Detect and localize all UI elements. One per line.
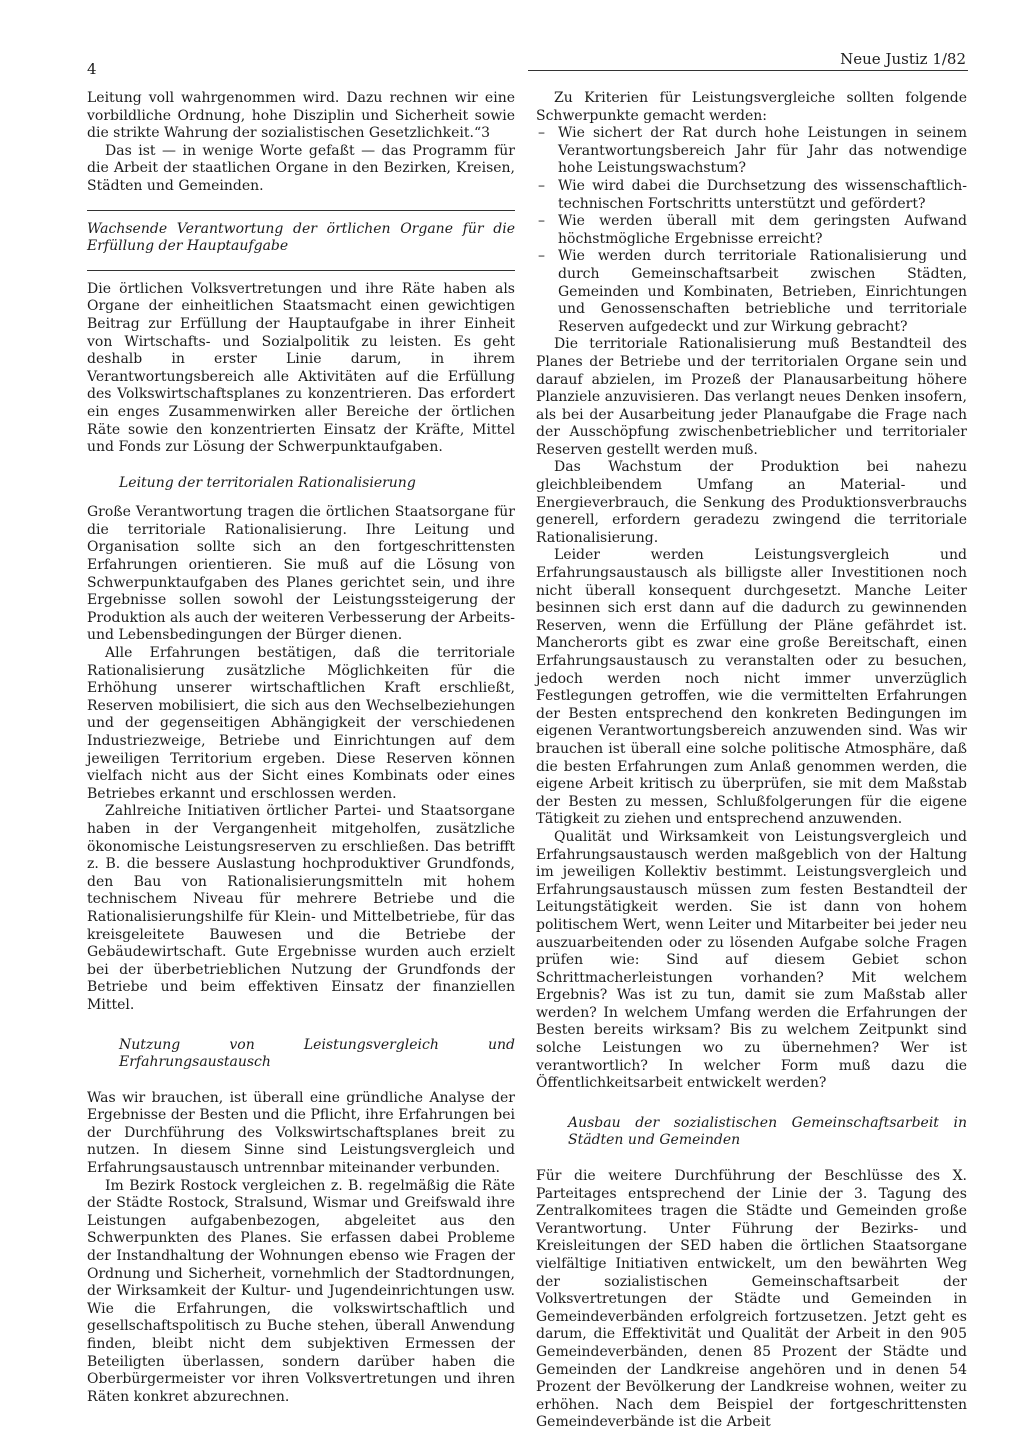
header-rule: [528, 70, 968, 71]
list-item: – Wie wird dabei die Durchsetzung des wissenschaftlich-technischen Fortschritts unterstützt und gefördert?: [536, 178, 967, 213]
paragraph: Im Bezirk Rostock vergleichen z. B. regelmäßig die Räte der Städte Rostock, Stralsund, Wismar und Greifswald ihre Leistungen aufgabenbezogen, abgeleitet aus den Schwerpunkten des Planes. Sie erfassen dabei Probleme der Instandhaltung der Wohnungen ebenso wie Fragen der Ordnung und Sicherheit, vornehmlich der Stadtordnungen, der Wirksamkeit der Kultur- und Jugendeinrichtungen usw. Wie die Erfahrungen, die volkswirtschaftlich und gesellschaftspolitisch zu Buche stehen, überall Anwendung finden, bleibt nicht dem subjektiven Ermessen der Beteiligten überlassen, sondern darüber haben die Oberbürgermeister vor ihren Volksvertretungen und ihren Räten konkret abzurechnen.: [87, 1177, 515, 1405]
paragraph: Was wir brauchen, ist überall eine gründliche Analyse der Ergebnisse der Besten und die Pflicht, ihre Erfahrungen bei der Durchführung des Volkswirtschaftsplanes breit zu nutzen. In diesem Sinne sind Leistungsvergleich und Erfahrungsaustausch untrennbar miteinander verbunden.: [87, 1089, 515, 1177]
section-divider: [87, 270, 515, 271]
page-number: 4: [87, 60, 97, 78]
running-header: Neue Justiz 1/82: [840, 50, 966, 68]
section-divider: [87, 210, 515, 211]
paragraph: Qualität und Wirksamkeit von Leistungsvergleich und Erfahrungsaustausch werden maßgeblich von der Haltung im jeweiligen Kollektiv bestimmt. Leistungsvergleich und Erfahrungsaustausch müssen zum festen Bestandteil der Leitungstätigkeit werden. Sie ist dann von hohem politischem Wert, wenn Leiter und Mitarbeiter bei jeder neu auszuarbeitenden oder zu lösenden Aufgabe solche Fragen prüfen wie: Sind auf diesem Gebiet schon Schrittmacherleistungen vorhanden? Mit welchem Ergebnis? Was ist zu tun, damit sie zum Maßstab aller werden? In welchem Umfang werden die Erfahrungen der Besten bereits wirksam? Bis zu welchem Zeitpunkt sind solche Leistungen wo zu übernehmen? Wer ist verantwortlich? In welcher Form muß dazu die Öffentlichkeitsarbeit entwickelt werden?: [536, 828, 967, 1092]
paragraph: Die örtlichen Volksvertretungen und ihre Räte haben als Organe der einheitlichen Staatsmacht einen gewichtigen Beitrag zur Erfüllung der Hauptaufgabe in ihrer Einheit von Wirtschafts- und Sozialpolitik zu leisten. Es geht deshalb in erster Linie darum, in ihrem Verantwortungsbereich alle Aktivitäten auf die Erfüllung des Volkswirtschaftsplanes zu konzentrieren. Das erfordert ein enges Zusammenwirken aller Bereiche der örtlichen Räte sowie den konzentrierten Einsatz der Kräfte, Mittel und Fonds zur Lösung der Schwerpunktaufgaben.: [87, 280, 515, 456]
paragraph: Zu Kriterien für Leistungsvergleiche sollten folgende Schwerpunkte gemacht werden:: [536, 90, 967, 124]
paragraph: Das Wachstum der Produktion bei nahezu gleichbleibendem Umfang an Material- und Energieverbrauch, die Senkung des Produktionsverbrauchs generell, erfordern geradezu zwingend die territoriale Rationalisierung.: [536, 459, 967, 546]
list-item: – Wie werden durch territoriale Rationalisierung und durch Gemeinschaftsarbeit zwischen Städten, Gemeinden und Kombinaten, Betrieben, Einrichtungen und Genossenschaften betriebliche und territoriale Reserven aufgedeckt und zur Wirkung gebracht?: [536, 248, 967, 336]
left-column: [87, 90, 515, 1406]
list-item: – Wie sichert der Rat durch hohe Leistungen in seinem Verantwortungsbereich Jahr für Jahr das notwendige hohe Leistungswachstum?: [536, 125, 967, 178]
right-column: [536, 90, 967, 1432]
paragraph: Für die weitere Durchführung der Beschlüsse des X. Parteitages entsprechend der Linie der 3. Tagung des Zentralkomitees tragen die Städte und Gemeinden große Verantwortung. Unter Führung der Bezirks- und Kreisleitungen der SED haben die örtlichen Staatsorgane vielfältige Initiativen entwickelt, um den bewährten Weg der sozialistischen Gemeinschaftsarbeit der Volksvertretungen der Städte und Gemeinden in Gemeindeverbänden erfolgreich fortzusetzen. Jetzt geht es darum, die Effektivität und Qualität der Arbeit in den 905 Gemeindeverbänden, denen 85 Prozent der Städte und Gemeinden der Landkreise angehören und in denen 54 Prozent der Bevölkerung der Landkreise wohnen, weiter zu erhöhen. Nach dem Beispiel der fortgeschrittensten Gemeindeverbände ist die Arbeit: [536, 1168, 967, 1431]
paragraph: Das ist — in wenige Worte gefaßt — das Programm für die Arbeit der staatlichen Organe in den Bezirken, Kreisen, Städten und Gemeinden.: [87, 142, 515, 194]
paragraph: Große Verantwortung tragen die örtlichen Staatsorgane für die territoriale Rationalisierung. Ihre Leitung und Organisation sollte sich an den fortgeschrittensten Erfahrungen orientieren. Sie muß auf die Lösung von Schwerpunktaufgaben des Planes gerichtet sein, und ihre Ergebnisse sollen sowohl der Leistungssteigerung der Produktion als auch der weiteren Verbesserung der Arbeits- und Lebensbedingungen der Bürger dienen.: [87, 504, 515, 644]
section-heading: Wachsende Verantwortung der örtlichen Organe für die Erfüllung der Hauptaufgabe: [87, 220, 515, 255]
paragraph: Zahlreiche Initiativen örtlicher Partei- und Staatsorgane haben in der Vergangenheit mitgeholfen, zusätzliche ökonomische Leistungsreserven zu erschließen. Das betrifft z. B. die bessere Auslastung hochproduktiver Grundfonds, den Bau von Rationalisierungsmitteln mit hohem technischem Niveau für mehrere Betriebe und die Rationalisierungshilfe für Klein- und Mittelbetriebe, für das kreisgeleitete Bauwesen und die Betriebe der Gebäudewirtschaft. Gute Ergebnisse wurden auch erzielt bei der überbetrieblichen Nutzung der Grundfonds der Betriebe und beim effektiven Einsatz der finanziellen Mittel.: [87, 803, 515, 1013]
list-item: – Wie werden überall mit dem geringsten Aufwand höchstmögliche Ergebnisse erreicht?: [536, 213, 967, 248]
paragraph: Die territoriale Rationalisierung muß Bestandteil des Planes der Betriebe und der territorialen Organe sein und darauf abzielen, im Prozeß der Planausarbeitung höhere Planziele anzuvisieren. Das verlangt neues Denken insofern, als bei der Ausarbeitung jeder Planaufgabe die Frage nach der Ausschöpfung zwischenbetrieblicher und territorialer Reserven gestellt werden muß.: [536, 336, 967, 458]
paragraph: Leider werden Leistungsvergleich und Erfahrungsaustausch als billigste aller Investitionen noch nicht überall konsequent durchgesetzt. Manche Leiter besinnen sich erst dann auf die dadurch zu gewinnenden Reserven, wenn die Erfüllung der Pläne gefährdet ist. Mancherorts gibt es zwar eine große Bereitschaft, einen Erfahrungsaustausch zu veranstalten oder zu besuchen, jedoch werden noch nicht immer unverzüglich Festlegungen getroffen, wie die vermittelten Erfahrungen der Besten entsprechend den konkreten Bedingungen im eigenen Verantwortungsbereich anzuwenden sind. Was wir brauchen ist überall eine solche politische Atmosphäre, daß die besten Erfahrungen zum Anlaß genommen werden, die eigene Arbeit kritisch zu überprüfen, sie mit dem Maßstab der Besten zu messen, Schlußfolgerungen für die eigene Tätigkeit zu ziehen und entsprechend anzuwenden.: [536, 547, 967, 828]
paragraph: Leitung voll wahrgenommen wird. Dazu rechnen wir eine vorbildliche Ordnung, hohe Disziplin und Sicherheit sowie die strikte Wahrung der sozialistischen Gesetzlichkeit.“3: [87, 90, 515, 142]
criteria-list: [536, 125, 967, 336]
paragraph: Alle Erfahrungen bestätigen, daß die territoriale Rationalisierung zusätzliche Möglichkeiten für die Erhöhung unserer wirtschaftlichen Kraft erschließt, Reserven mobilisiert, die sich aus den Wechselbeziehungen und der gegenseitigen Abhängigkeit der verschiedenen Industriezweige, Betriebe und Einrichtungen auf dem jeweiligen Territorium ergeben. Diese Reserven können vielfach nicht aus der Sicht eines Kombinats oder eines Betriebes erkannt und erschlossen werden.: [87, 645, 515, 802]
subsection-heading: Nutzung von Leistungsvergleich und Erfahrungsaustausch: [119, 1036, 515, 1071]
section-heading: Ausbau der sozialistischen Gemeinschaftsarbeit in Städten und Gemeinden: [568, 1114, 967, 1149]
subsection-heading: Leitung der territorialen Rationalisierung: [119, 474, 416, 491]
